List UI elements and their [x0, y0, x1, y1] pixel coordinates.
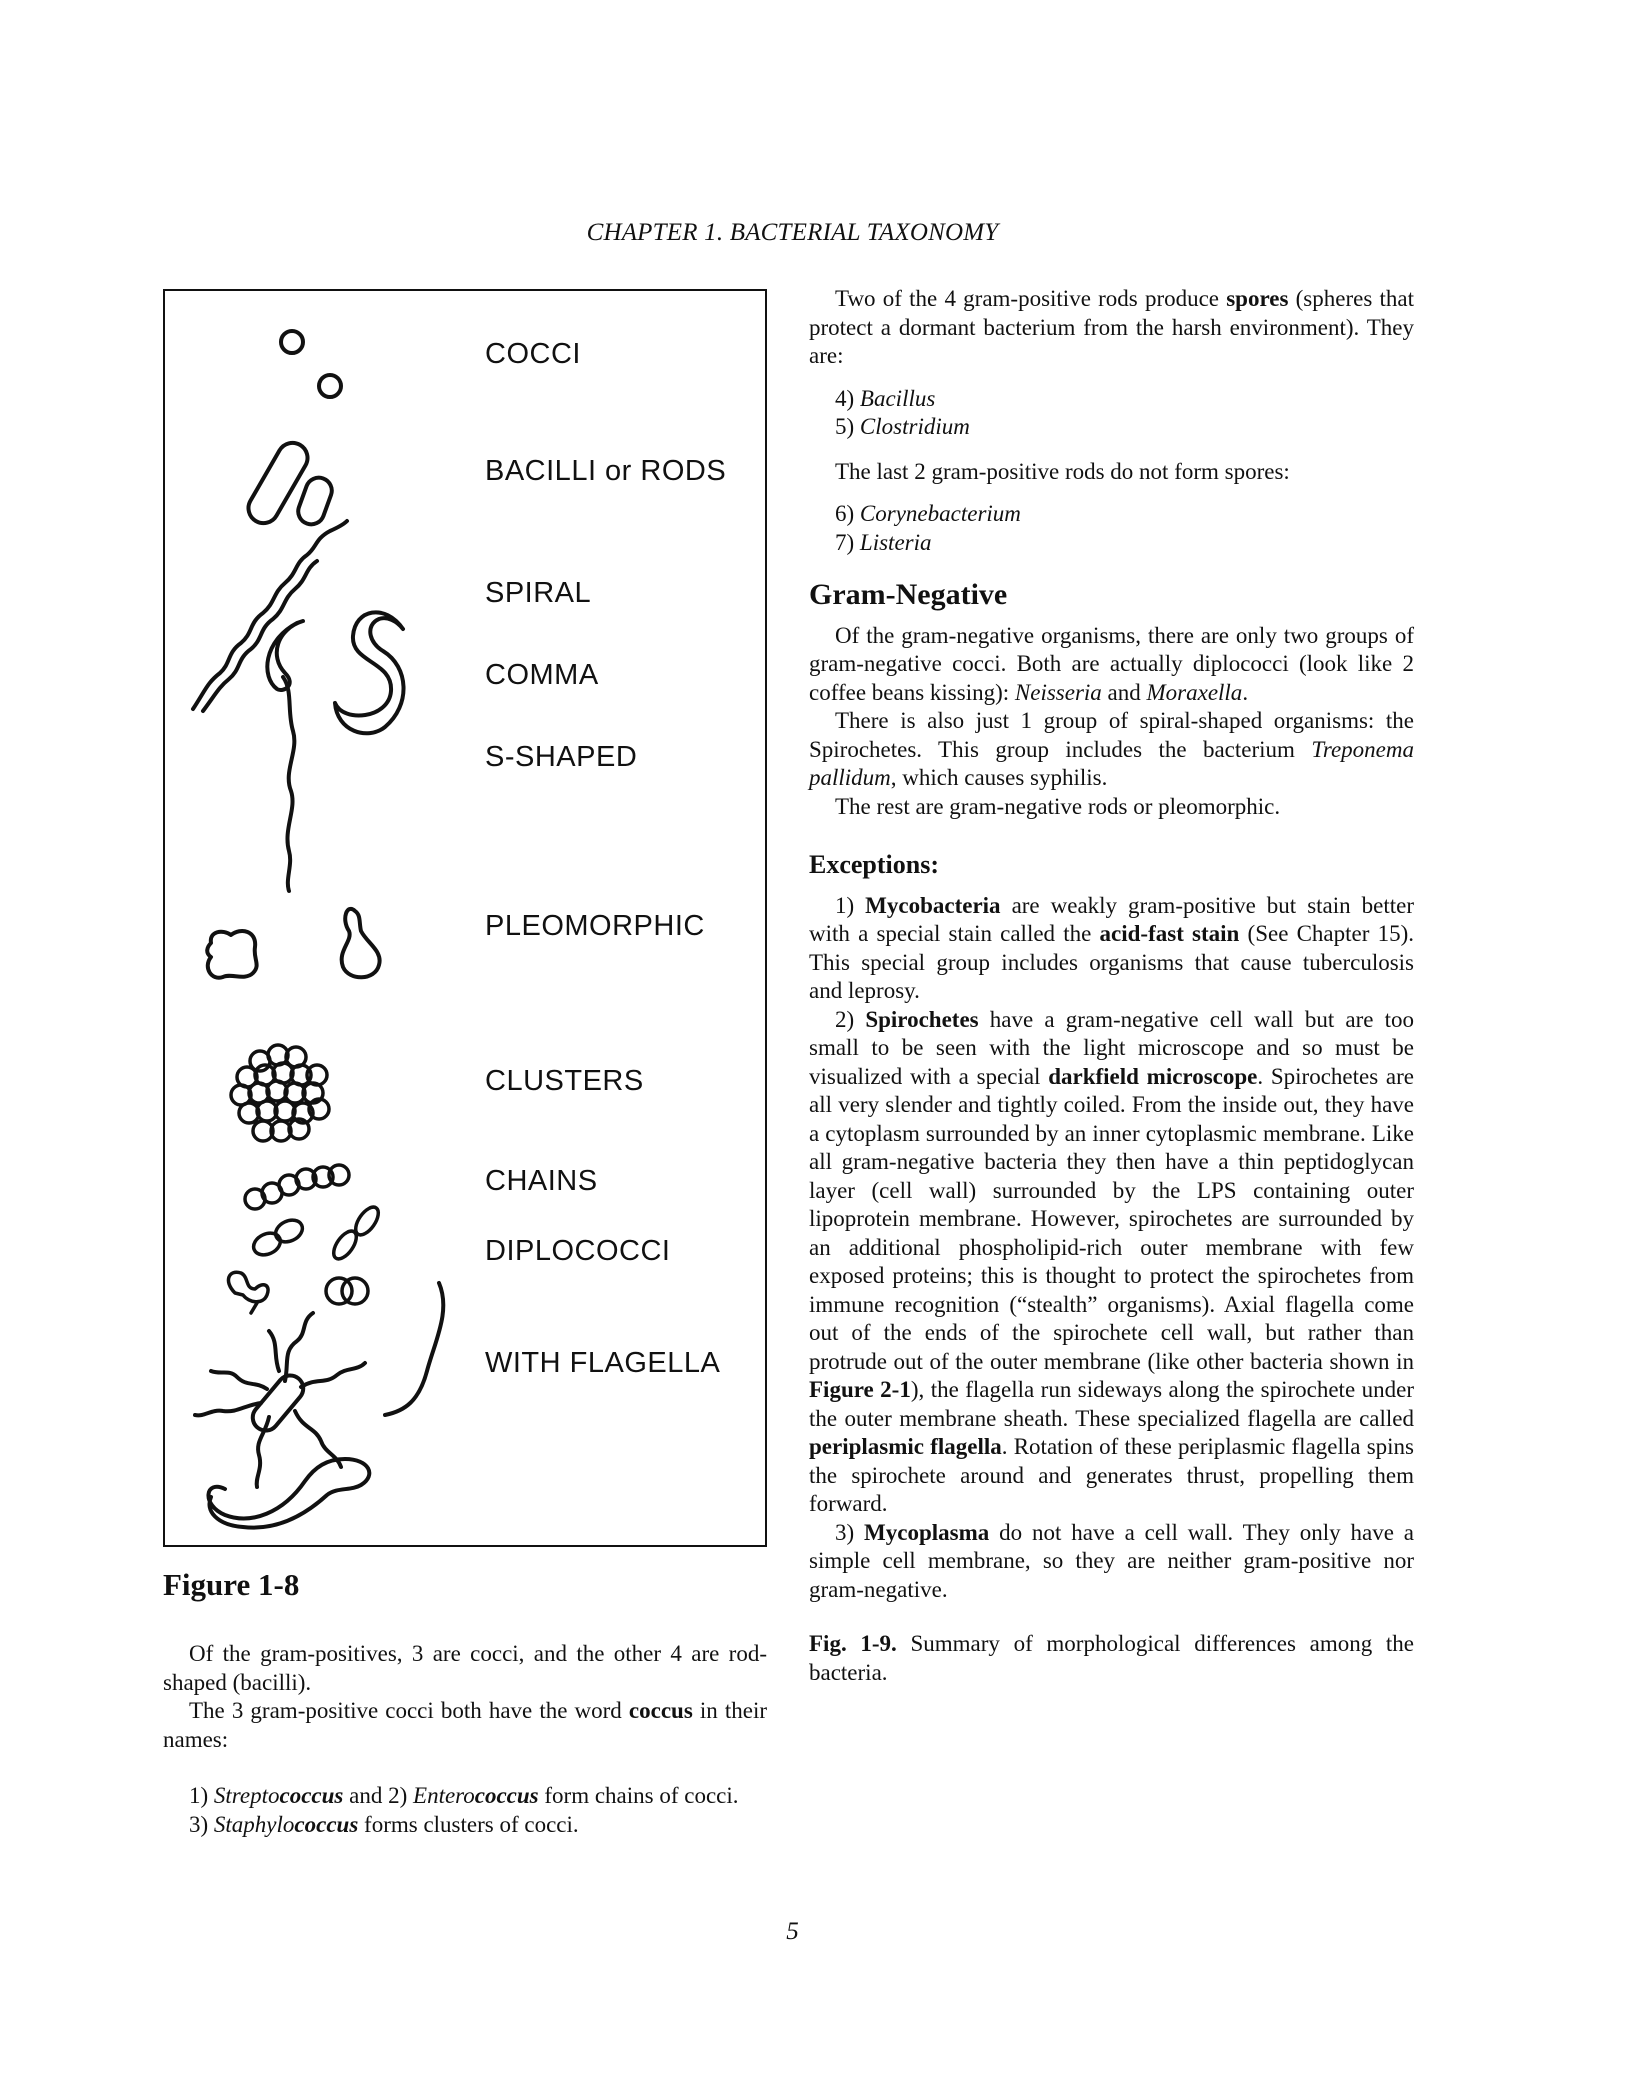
- figure-1-8: [163, 289, 767, 1547]
- label-spiral: SPIRAL: [485, 577, 592, 609]
- paragraph: Of the gram-negative organisms, there are only two groups of gram-negative cocci. Both are actually diplococci (look like 2 coffee beans kissing): Neisseria and Moraxella.: [809, 622, 1414, 705]
- pleomorphic-shape: [207, 909, 379, 978]
- label-s-shaped: S-SHAPED: [485, 741, 638, 773]
- paragraph: The last 2 gram-positive rods do not form spores:: [835, 458, 1290, 484]
- nonspore-list: [835, 500, 1414, 557]
- paragraph: The rest are gram-negative rods or pleomorphic.: [835, 793, 1281, 819]
- page-number: 5: [786, 1918, 799, 1945]
- left-column: [163, 1640, 767, 1839]
- label-cocci: COCCI: [485, 338, 581, 370]
- flagella-shape: [195, 1283, 443, 1528]
- label-pleomorphic: PLEOMORPHIC: [485, 910, 705, 942]
- label-diplococci: DIPLOCOCCI: [485, 1235, 671, 1267]
- figure-caption: Fig. 1-9. Summary of morphological differences among the bacteria.: [809, 1631, 1414, 1685]
- label-bacilli: BACILLI or RODS: [485, 455, 727, 487]
- figure-title: Figure 1-8: [163, 1567, 300, 1602]
- list-item: 7) Listeria: [835, 529, 932, 555]
- section-heading-exceptions: Exceptions:: [809, 850, 939, 879]
- paragraph: 3) Mycoplasma do not have a cell wall. They only have a simple cell membrane, so they are neither gram-positive nor gram-negative.: [809, 1519, 1414, 1602]
- running-head: CHAPTER 1. BACTERIAL TAXONOMY: [586, 219, 999, 246]
- right-column: [809, 285, 1414, 1687]
- list-item: 1) Streptococcus and 2) Enterococcus form chains of cocci.: [189, 1783, 739, 1808]
- label-flagella: WITH FLAGELLA: [485, 1347, 721, 1379]
- bacilli-shape: [243, 437, 335, 528]
- list-item: 4) Bacillus: [835, 385, 936, 411]
- chains-shape: [245, 1165, 349, 1209]
- list-item: 6) Corynebacterium: [835, 501, 1021, 526]
- label-comma: COMMA: [485, 659, 599, 691]
- s-shaped-shape: [335, 612, 404, 733]
- label-chains: CHAINS: [485, 1165, 598, 1197]
- paragraph: Two of the 4 gram-positive rods produce spores (spheres that protect a dormant bacterium from the harsh environment). They are:: [809, 286, 1414, 368]
- paragraph: 2) Spirochetes have a gram-negative cell wall but are too small to be seen with the light microscope and so must be visualized with a special darkfield microscope. Spirochetes are all very slender and tightly coiled. From the inside out, they have a cytoplasm surrounded by an inner cytoplasmic membrane. Like all gram-negative bacteria they then have a thin peptidoglycan layer (cell wall) surrounded by the LPS containing outer lipoprotein membrane. However, spirochetes are surrounded by an additional phospholipid-rich outer membrane with few exposed proteins; this is thought to protect the spirochetes from immune recognition (“stealth” organisms). Axial flagella come out of the ends of the spirochete cell wall, but rather than protrude out of the outer membrane (like other bacteria shown in Figure 2-1), the flagella run sideways along the spirochete under the outer membrane sheath. These specialized flagella are called periplasmic flagella. Rotation of these periplasmic flagella spins the spirochete around and generates thrust, propelling them forward.: [809, 1006, 1414, 1516]
- cocci-shape: [281, 331, 341, 397]
- paragraph: Of the gram-positives, 3 are cocci, and the other 4 are rod-shaped (bacilli).: [163, 1641, 767, 1695]
- spore-list: [835, 385, 1414, 442]
- clusters-shape: [231, 1045, 329, 1141]
- list-item: 3) Staphylococcus forms clusters of cocci.: [189, 1811, 579, 1837]
- paragraph: There is also just 1 group of spiral-shaped organisms: the Spirochetes. This group includes the bacterium Treponema pallidum, which causes syphilis.: [809, 708, 1414, 790]
- label-clusters: CLUSTERS: [485, 1065, 644, 1097]
- section-heading-gram-negative: Gram-Negative: [809, 578, 1008, 611]
- paragraph: 1) Mycobacteria are weakly gram-positive but stain better with a special stain called the acid-fast stain (See Chapter 15). This special group includes organisms that cause tuberculosis and leprosy.: [809, 892, 1414, 1003]
- list-item: 5) Clostridium: [835, 414, 970, 439]
- diplococci-shape: [228, 1203, 382, 1313]
- paragraph: The 3 gram-positive cocci both have the word coccus in their names:: [163, 1698, 767, 1752]
